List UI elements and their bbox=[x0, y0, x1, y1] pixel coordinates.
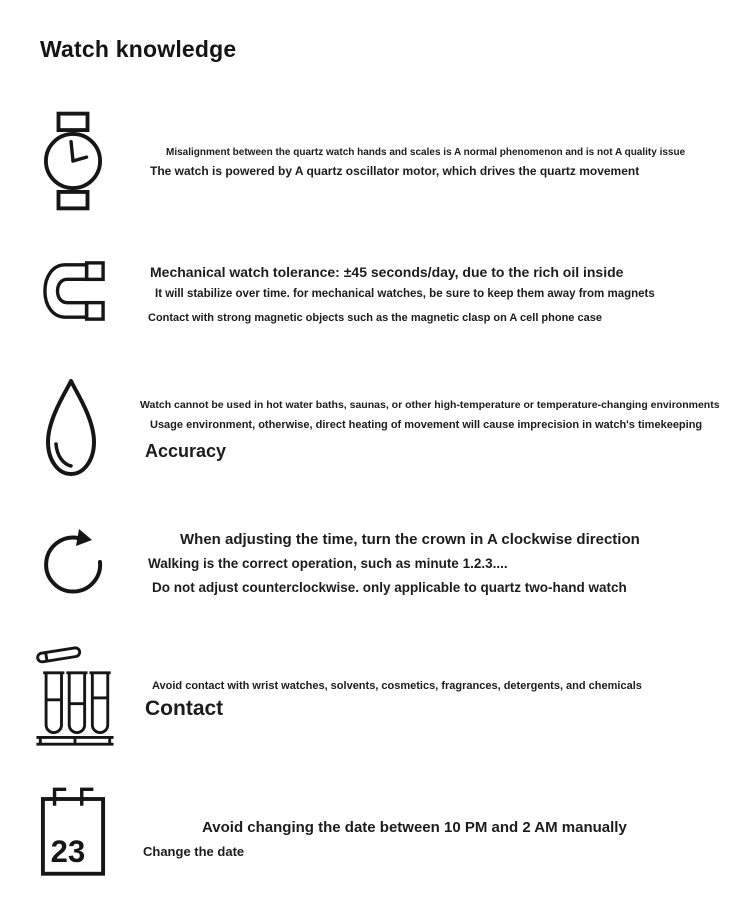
wristwatch-icon bbox=[44, 110, 102, 212]
quartz-note-line: Misalignment between the quartz watch hands and scales is A normal phenomenon and is not A quality issue bbox=[166, 147, 686, 158]
chemicals-warning-line: Avoid contact with wrist watches, solvents, cosmetics, fragrances, detergents, and chemicals bbox=[152, 680, 642, 692]
temperature-warning-line: Watch cannot be used in hot water baths, saunas, or other high-temperature or temperature-changing environments bbox=[140, 399, 720, 411]
crown-clockwise-line: When adjusting the time, turn the crown in A clockwise direction bbox=[180, 531, 640, 548]
water-drop-icon bbox=[40, 376, 102, 482]
calendar-day-number: 23 bbox=[50, 834, 86, 870]
accuracy-heading: Accuracy bbox=[145, 441, 227, 461]
crown-walking-line: Walking is the correct operation, such as minute 1.2.3.... bbox=[148, 556, 508, 571]
magnet-stabilize-line: It will stabilize over time. for mechanical watches, be sure to keep them away from magnets bbox=[155, 288, 655, 300]
page-title: Watch knowledge bbox=[40, 36, 237, 62]
calendar-icon bbox=[40, 786, 106, 878]
date-change-heading: Change the date bbox=[143, 844, 245, 859]
test-tubes-icon bbox=[34, 642, 116, 748]
crown-counterclockwise-line: Do not adjust counterclockwise. only applicable to quartz two-hand watch bbox=[152, 580, 627, 595]
contact-heading: Contact bbox=[145, 697, 224, 720]
magnet-contact-line: Contact with strong magnetic objects such as the magnetic clasp on A cell phone case bbox=[148, 312, 602, 324]
quartz-main-line: The watch is powered by A quartz oscillator motor, which drives the quartz movement bbox=[150, 164, 640, 178]
clockwise-arrow-icon bbox=[42, 516, 108, 604]
magnet-icon bbox=[42, 260, 106, 322]
usage-environment-line: Usage environment, otherwise, direct heating of movement will cause imprecision in watch's timekeeping bbox=[150, 419, 703, 431]
date-change-warning-line: Avoid changing the date between 10 PM and 2 AM manually bbox=[202, 819, 627, 836]
magnet-tolerance-line: Mechanical watch tolerance: ±45 seconds/day, due to the rich oil inside bbox=[150, 264, 624, 280]
